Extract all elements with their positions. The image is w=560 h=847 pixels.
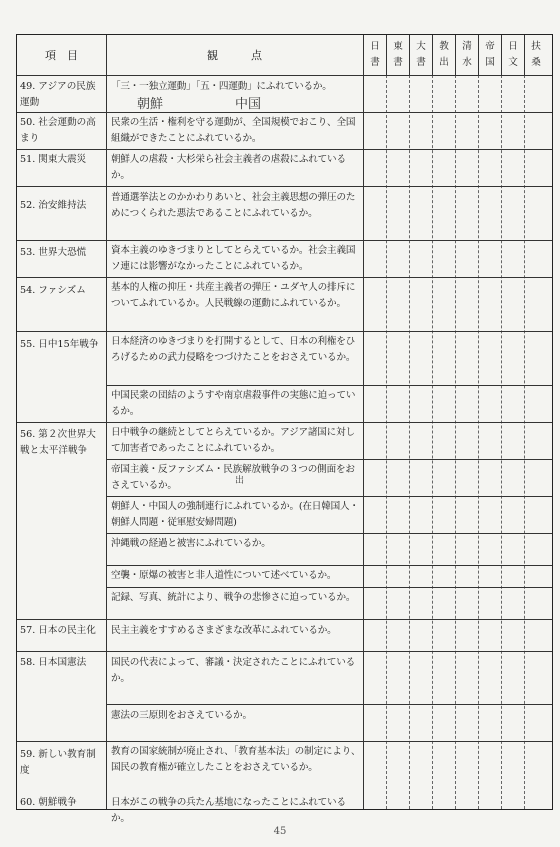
handwritten-note: 中国 bbox=[235, 97, 262, 112]
item-label: 50. 社会運動の高まり bbox=[20, 117, 96, 144]
divider bbox=[524, 35, 525, 75]
observation-text: 朝鮮人・中国人の強制連行にふれているか。(在日韓国人・朝鮮人問題・従軍慰安婦問題) bbox=[111, 501, 359, 528]
subrow-divider bbox=[106, 385, 552, 386]
category-header: 大 書 bbox=[416, 41, 426, 68]
page-number: 45 bbox=[273, 826, 287, 837]
subrow-divider bbox=[106, 565, 552, 566]
observation-text: 国民の代表によって、審議・決定されたことにふれているか。 bbox=[111, 657, 356, 684]
handwritten-note: 出 bbox=[235, 476, 245, 486]
category-header: 教 出 bbox=[439, 41, 449, 68]
category-header: 東 書 bbox=[393, 41, 403, 68]
row-divider bbox=[17, 186, 552, 187]
row-divider bbox=[17, 112, 552, 113]
observation-text: 「三・一独立運動」「五・四運動」にふれているか。 bbox=[111, 81, 332, 92]
divider bbox=[409, 35, 410, 75]
category-header: 扶 桑 bbox=[531, 41, 541, 68]
item-label: 59. 新しい教育制度 bbox=[20, 749, 96, 776]
row-divider bbox=[17, 149, 552, 150]
subrow-divider bbox=[106, 704, 552, 705]
item-label: 60. 朝鮮戦争 bbox=[20, 797, 77, 808]
subrow-divider bbox=[106, 587, 552, 588]
item-label: 55. 日中15年戦争 bbox=[20, 339, 99, 350]
item-label: 49. アジアの民族運動 bbox=[20, 81, 96, 108]
observation-text: 朝鮮人の虐殺・大杉栄ら社会主義者の虐殺にふれているか。 bbox=[111, 154, 346, 181]
category-header: 清 水 bbox=[462, 41, 472, 68]
observation-text: 資本主義のゆきづまりとしてとらえているか。社会主義国ソ連には影響がなかったことにふれているか。 bbox=[111, 245, 356, 272]
header-observation: 観 点 bbox=[207, 49, 262, 62]
row-divider bbox=[17, 240, 552, 241]
subrow-divider bbox=[106, 459, 552, 460]
item-label: 57. 日本の民主化 bbox=[20, 625, 96, 636]
handwritten-note: 朝鮮 bbox=[137, 97, 164, 112]
observation-text: 帝国主義・反ファシズム・民族解放戦争の３つの側面をおさえているか。 bbox=[111, 464, 355, 491]
divider bbox=[501, 35, 502, 75]
category-header: 日 文 bbox=[508, 41, 518, 68]
subrow-divider bbox=[106, 533, 552, 534]
item-label: 56. 第２次世界大戦と太平洋戦争 bbox=[20, 429, 96, 456]
observation-text: 空襲・原爆の被害と非人道性について述べているか。 bbox=[111, 570, 337, 581]
row-divider bbox=[17, 422, 552, 423]
observation-text: 日本がこの戦争の兵たん基地になったことにふれているか。 bbox=[111, 797, 346, 824]
observation-text: 日本経済のゆきづまりを打開するとして、日本の利権をひろげるための武力侵略をつづけたことをおさえているか。 bbox=[111, 336, 356, 363]
observation-text: 沖縄戦の経過と被害にふれているか。 bbox=[111, 538, 271, 549]
row-divider bbox=[17, 741, 552, 742]
observation-text: 民衆の生活・権利を守る運動が、全国規模でおこり、全国組織ができたことにふれているか。 bbox=[111, 117, 356, 144]
subrow-divider bbox=[106, 496, 552, 497]
divider bbox=[386, 35, 387, 75]
observation-text: 教育の国家統制が廃止され、「教育基本法」の制定により、国民の教育権が確立したことをおさえているか。 bbox=[111, 746, 361, 773]
divider bbox=[478, 35, 479, 75]
row-divider bbox=[17, 651, 552, 652]
item-label: 54. ファシズム bbox=[20, 285, 86, 296]
header-item: 項 目 bbox=[45, 49, 78, 62]
divider bbox=[432, 35, 433, 75]
category-header: 日 書 bbox=[370, 41, 380, 68]
observation-text: 日中戦争の継続としてとらえているか。アジア諸国に対して加害者であったことにふれているか。 bbox=[111, 427, 355, 454]
row-divider bbox=[17, 331, 552, 332]
row-divider bbox=[17, 75, 552, 76]
row-divider bbox=[17, 277, 552, 278]
observation-text: 記録、写真、統計により、戦争の悲惨さに迫っているか。 bbox=[111, 592, 356, 603]
item-label: 51. 関東大震災 bbox=[20, 154, 87, 165]
item-label: 53. 世界大恐慌 bbox=[20, 247, 87, 258]
checklist-table bbox=[16, 34, 553, 824]
row-divider bbox=[17, 619, 552, 620]
category-header: 帝 国 bbox=[485, 41, 495, 68]
item-label: 58. 日本国憲法 bbox=[20, 657, 87, 668]
observation-text: 民主主義をすすめるさまざまな改革にふれているか。 bbox=[111, 625, 337, 636]
observation-text: 基本的人権の抑圧・共産主義者の弾圧・ユダヤ人の排斥についてふれているか。人民戦線の運動にふれているか。 bbox=[111, 282, 356, 309]
observation-text: 普通選挙法とのかかわりあいと、社会主義思想の弾圧のためにつくられた悪法であることにふれているか。 bbox=[111, 192, 356, 219]
observation-text: 憲法の三原則をおさえているか。 bbox=[111, 710, 252, 721]
divider bbox=[455, 35, 456, 75]
item-label: 52. 治安維持法 bbox=[20, 200, 87, 211]
observation-text: 中国民衆の団結のようすや南京虐殺事件の実態に迫っているか。 bbox=[111, 390, 356, 417]
